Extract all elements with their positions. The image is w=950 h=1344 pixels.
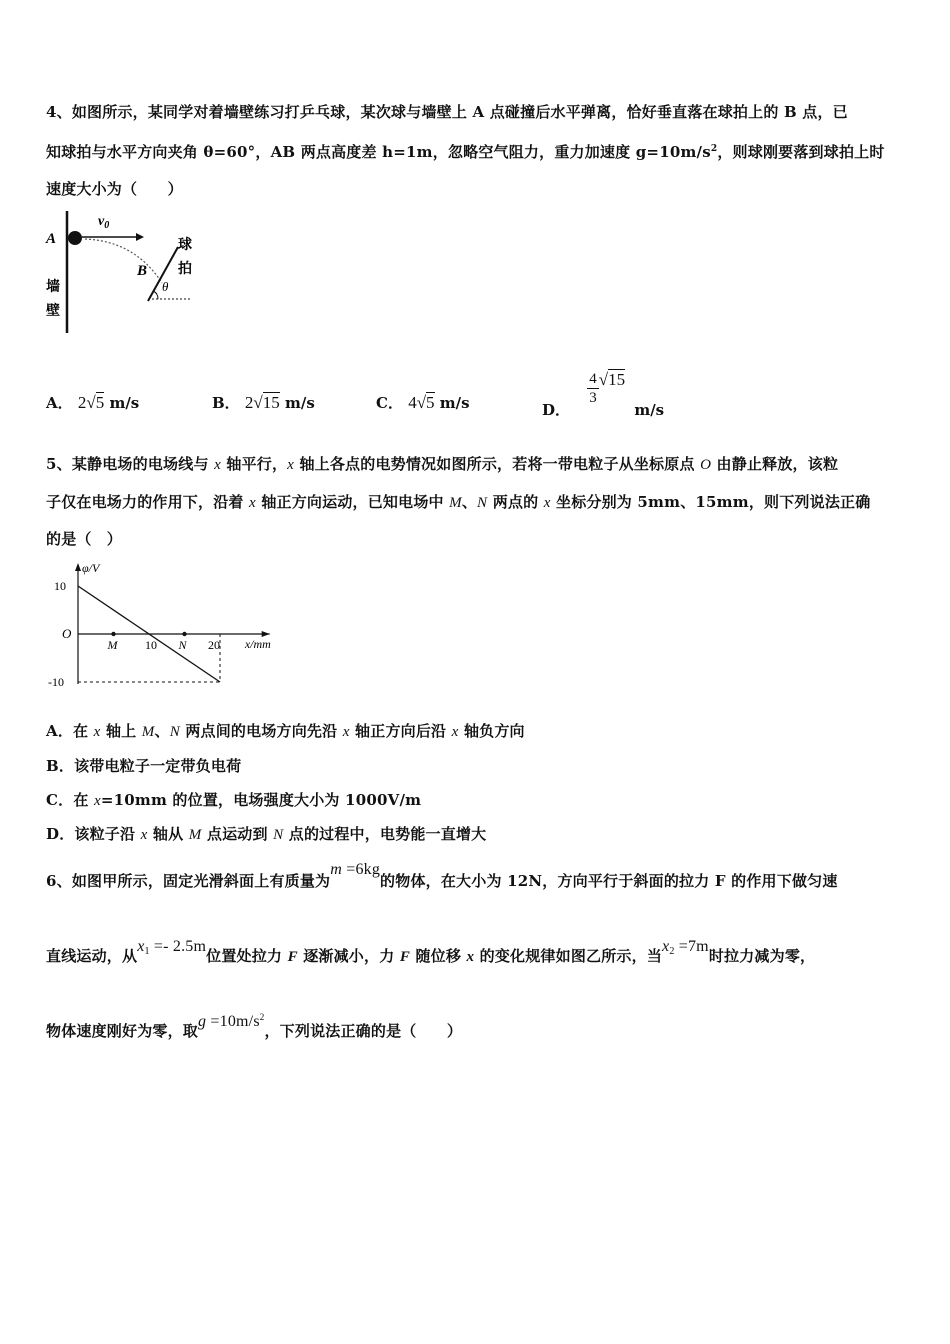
x-tick-label: 10 bbox=[145, 638, 157, 652]
option-unit: m/s bbox=[285, 394, 315, 412]
q5-option-a[interactable]: A．在 x 轴上 M、N 两点间的电场方向先沿 x 轴正方向后沿 x 轴负方向 bbox=[46, 722, 525, 740]
ball bbox=[68, 231, 82, 245]
q5-line-2: 子仅在电场力的作用下，沿着 x 轴正方向运动，已知电场中 M、N 两点的 x 坐标分别为 5mm、15mm，则下列说法正确 bbox=[46, 493, 871, 511]
q4-line-2-main: 知球拍与水平方向夹角 θ=60°，AB 两点高度差 h=1m，忽略空气阻力，重力加速度 g=10m/s bbox=[46, 143, 711, 161]
q4-line-1: 4、如图所示，某同学对着墙壁练习打乒乓球，某次球与墙壁上 A 点碰撞后水平弹离，恰好垂直落在球拍上的 B 点，已 bbox=[46, 103, 848, 121]
x-axis-label: x/mm bbox=[244, 637, 271, 651]
q4-line-3: 速度大小为（ ） bbox=[46, 180, 183, 198]
q6-line-1: 6、如图甲所示，固定光滑斜面上有质量为m =6kg的物体，在大小为 12N，方向平行于斜面的拉力 F 的作用下做匀速 bbox=[46, 861, 838, 890]
y-tick-label: -10 bbox=[48, 675, 64, 689]
q4-option-d[interactable] bbox=[542, 369, 665, 419]
y-axis-arrow-icon bbox=[75, 563, 81, 571]
label-b: B bbox=[137, 263, 148, 279]
q5-potential-chart bbox=[44, 560, 271, 692]
point-m bbox=[111, 632, 115, 636]
q6-line-3: 物体速度刚好为零，取$g =10m/s^2$，下列说法正确的是（ ） bbox=[46, 1012, 463, 1040]
option-letter: A． bbox=[46, 394, 73, 412]
option-letter: B． bbox=[212, 394, 240, 412]
q5-option-d[interactable]: D．该粒子沿 x 轴从 M 点运动到 N 点的过程中，电势能一直增大 bbox=[46, 825, 487, 843]
label-v0: $v_0$ bbox=[98, 214, 110, 231]
wall-label-1: 墙 bbox=[46, 280, 60, 295]
q4-option-b[interactable] bbox=[212, 392, 315, 413]
origin-label: O bbox=[62, 626, 72, 641]
q5-option-b[interactable]: B．该带电粒子一定带负电荷 bbox=[46, 757, 242, 775]
option-fraction: $\frac{4}{3}$ bbox=[589, 371, 597, 406]
trajectory-curve bbox=[85, 239, 162, 283]
wall-label-2: 壁 bbox=[46, 304, 60, 319]
label-a: A bbox=[46, 231, 57, 247]
q4-line-2-sup: 2 bbox=[710, 144, 718, 154]
label-theta: θ bbox=[162, 279, 169, 294]
racket-label-2: 拍 bbox=[178, 262, 192, 277]
option-unit: m/s bbox=[634, 400, 665, 419]
q4-figure bbox=[40, 205, 210, 340]
q5-option-c[interactable]: C．在 x=10mm 的位置，电场强度大小为 1000V/m bbox=[46, 791, 422, 809]
q6-line-2: 直线运动，从$x_1 =- 2.5m$位置处拉力 F 逐渐减小，力 F 随位移 x 的变化规律如图乙所示，当$x_2 =7m$时拉力减为零， bbox=[46, 938, 816, 965]
point-label-m: M bbox=[107, 638, 118, 652]
q4-line-2 bbox=[46, 141, 885, 162]
racket-label-1: 球 bbox=[178, 238, 192, 253]
option-letter: D． bbox=[542, 400, 571, 419]
q5-line-3: 的是（ ） bbox=[46, 530, 123, 548]
q5-line-1: 5、某静电场的电场线与 x 轴平行，x 轴上各点的电势情况如图所示，若将一带电粒子从坐标原点 O 由静止释放，该粒 bbox=[46, 455, 839, 473]
option-value: 2√5 bbox=[77, 393, 105, 412]
q4-option-a[interactable] bbox=[46, 392, 139, 413]
point-label-n: N bbox=[178, 638, 187, 652]
point-n bbox=[182, 632, 186, 636]
q4-option-c[interactable] bbox=[376, 392, 470, 413]
option-letter: C． bbox=[376, 394, 403, 412]
y-tick-label: 10 bbox=[54, 579, 66, 593]
option-value: 2√15 bbox=[244, 393, 280, 412]
option-value: 4√5 bbox=[408, 393, 435, 412]
q4-line-2-tail: ，则球刚要落到球拍上时 bbox=[717, 143, 885, 161]
velocity-arrowhead-icon bbox=[136, 233, 144, 241]
option-unit: m/s bbox=[439, 394, 470, 412]
x-tick-label: 20 bbox=[208, 638, 220, 652]
option-unit: m/s bbox=[109, 394, 140, 412]
option-value: √15 bbox=[598, 369, 626, 389]
y-axis-label: φ/V bbox=[82, 561, 100, 575]
